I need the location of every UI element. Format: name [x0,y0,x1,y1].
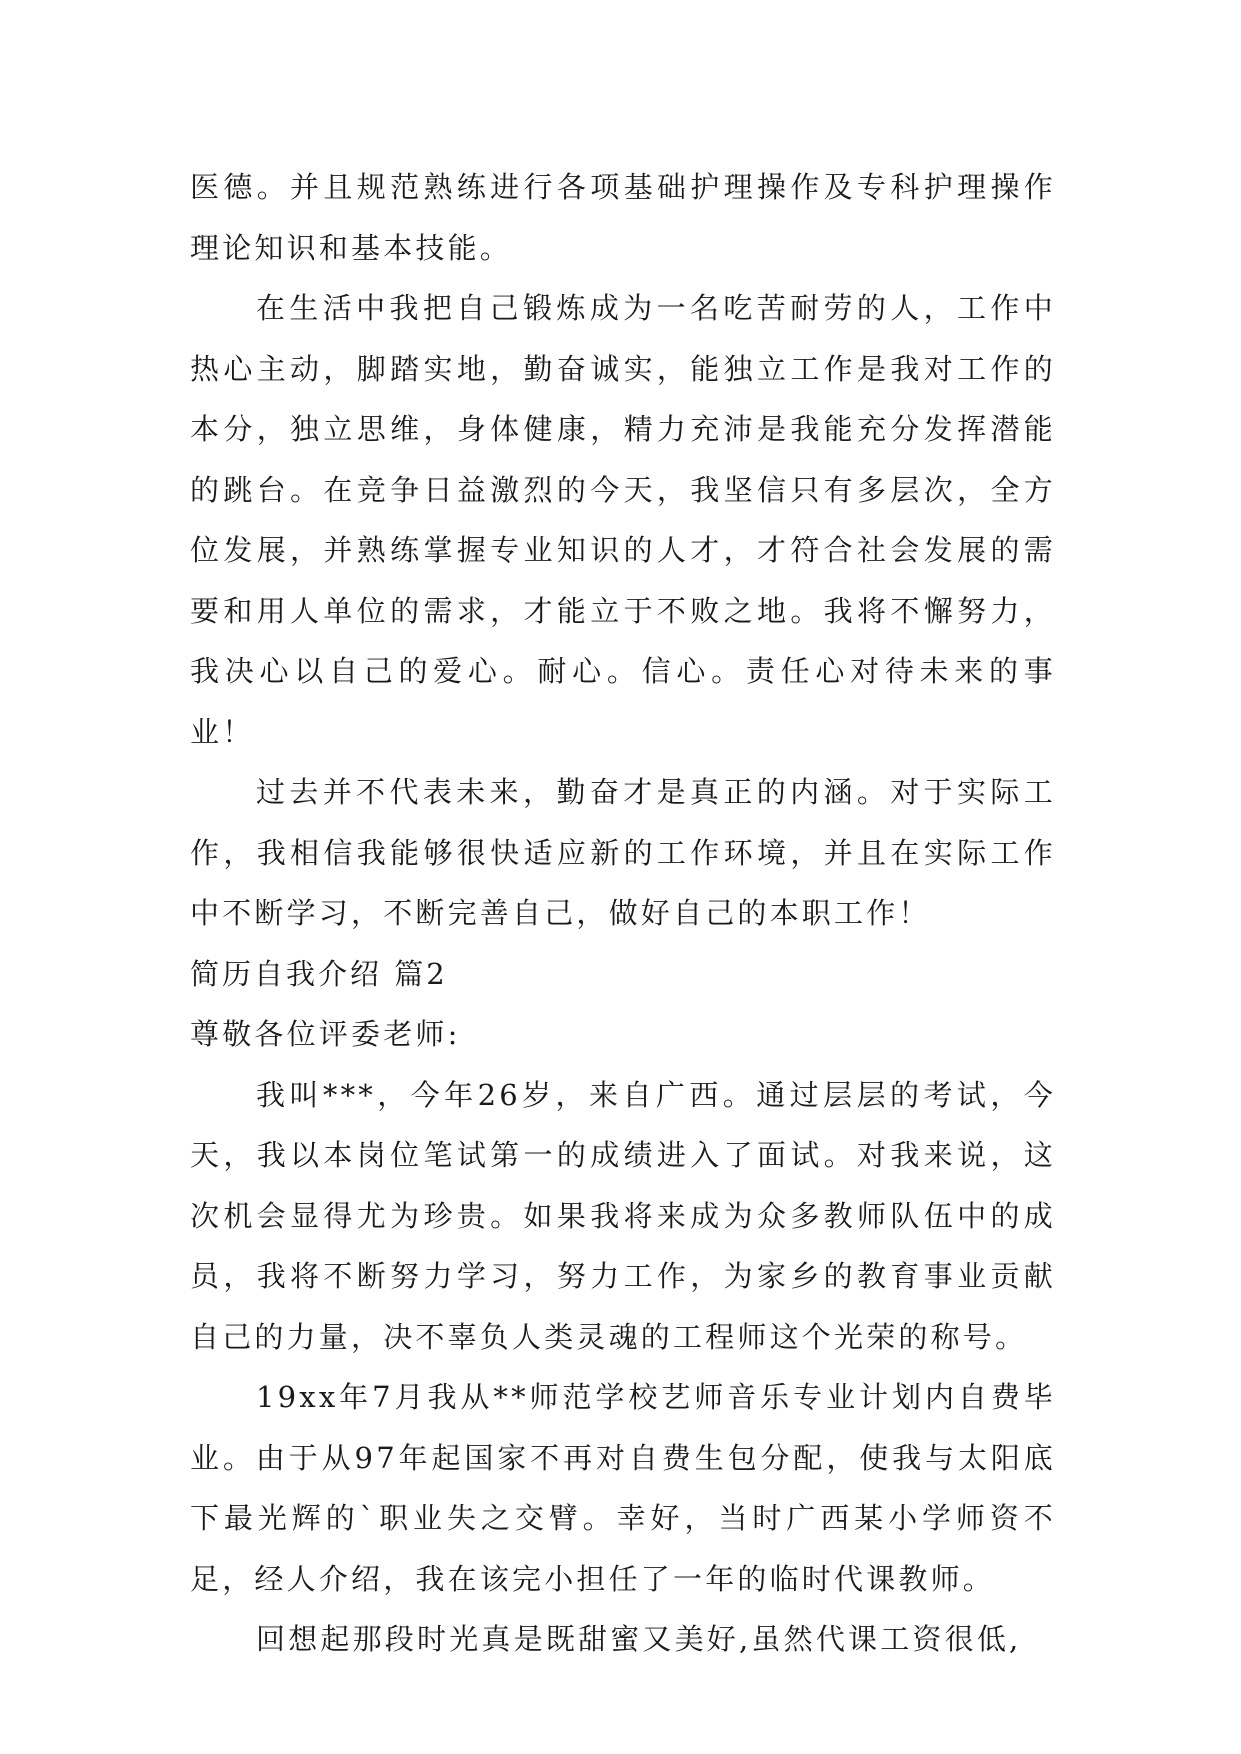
paragraph-life-attitude: 在生活中我把自己锻炼成为一名吃苦耐劳的人，工作中热心主动，脚踏实地，勤奋诚实，能独立工作是我对工作的本分，独立思维，身体健康，精力充沛是我能充分发挥潜能的跳台。在竞争日益激烈的今天，我坚信只有多层次，全方位发展，并熟练掌握专业知识的人才，才符合社会发展的需要和用人单位的需求，才能立于不败之地。我将不懈努力，我决心以自己的爱心。耐心。信心。责任心对待未来的事业！ [190,291,1056,749]
document-body [190,157,1056,1670]
paragraph-graduation: 19xx年7月我从**师范学校艺师音乐专业计划内自费毕业。由于从97年起国家不再对自费生包分配，使我与太阳底下最光辉的`职业失之交臂。幸好，当时广西某小学师资不足，经人介绍，我在该完小担任了一年的临时代课教师。 [190,1380,1056,1596]
paragraph-introduction: 我叫***，今年26岁，来自广西。通过层层的考试，今天，我以本岗位笔试第一的成绩进入了面试。对我来说，这次机会显得尤为珍贵。如果我将来成为众多教师队伍中的成员，我将不断努力学习，努力工作，为家乡的教育事业贡献自己的力量，决不辜负人类灵魂的工程师这个光荣的称号。 [190,1077,1056,1354]
section-heading: 简历自我介绍 篇2 [190,956,448,991]
paragraph-past-future: 过去并不代表未来，勤奋才是真正的内涵。对于实际工作，我相信我能够很快适应新的工作环境，并且在实际工作中不断学习，不断完善自己，做好自己的本职工作！ [190,775,1056,930]
paragraph-recollection: 回想起那段时光真是既甜蜜又美好,虽然代课工资很低, [256,1622,1022,1656]
salutation: 尊敬各位评委老师: [190,1017,461,1051]
paragraph-continuation: 医德。并且规范熟练进行各项基础护理操作及专科护理操作理论知识和基本技能。 [190,170,1056,265]
